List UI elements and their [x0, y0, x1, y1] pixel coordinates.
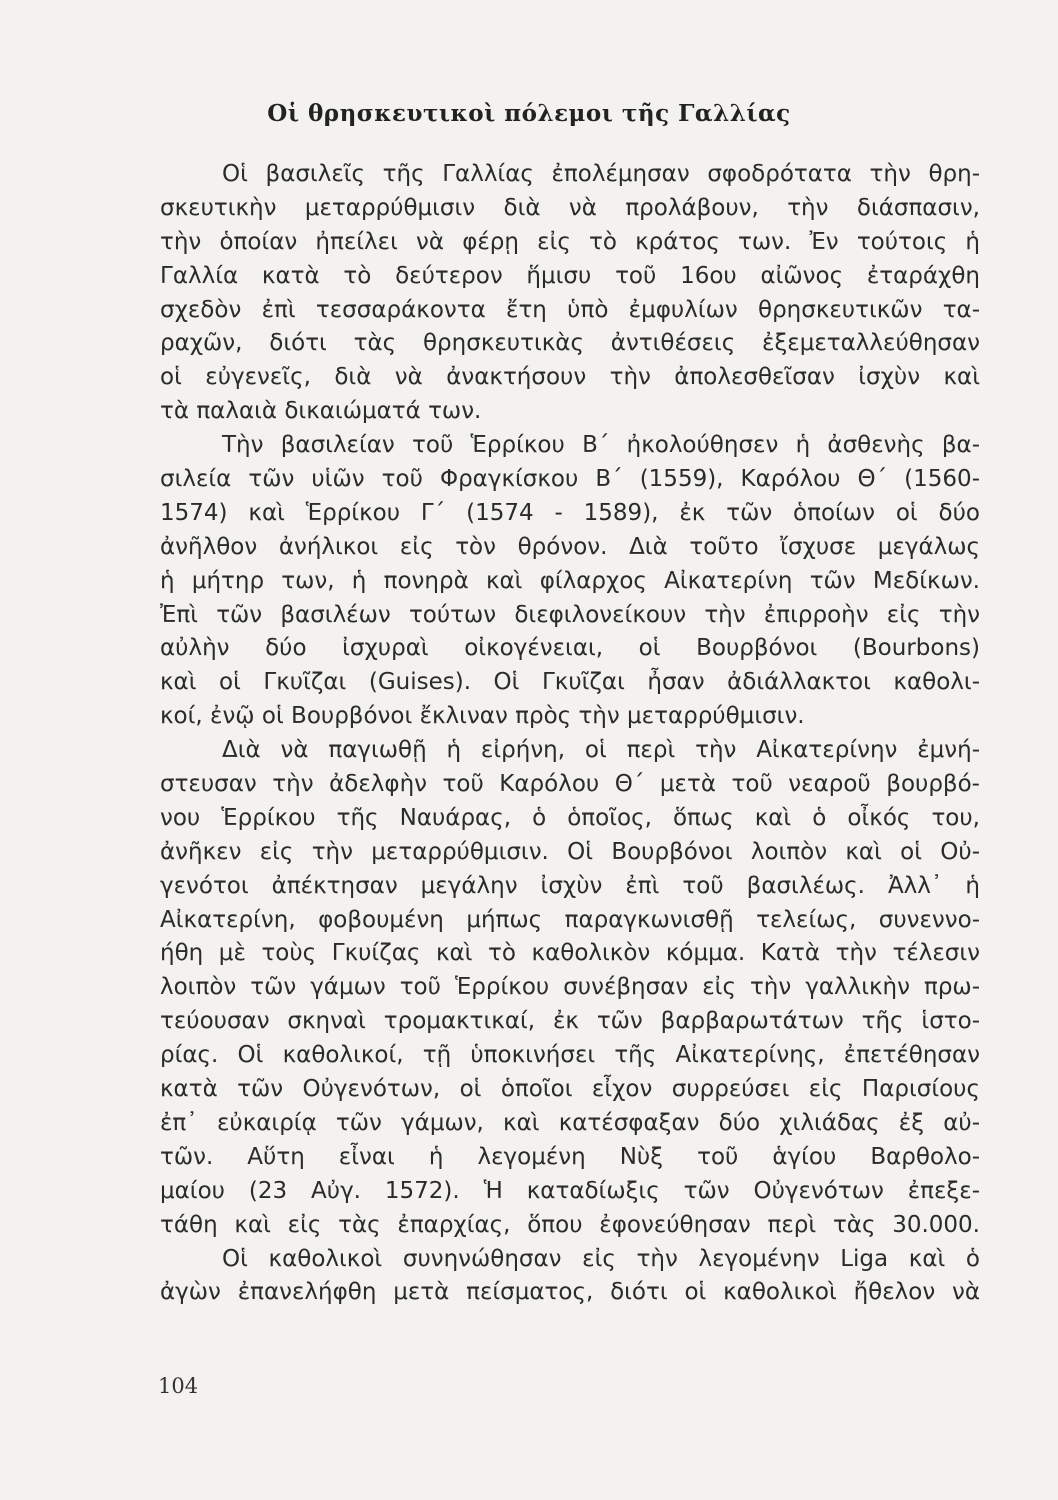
text-line: Αἰκατερίνη, φοβουμένη μήπως παραγκωνισθῇ τελείως, συνεννο- [160, 906, 980, 933]
text-line: μαίου (23 Αὐγ. 1572). Ἡ καταδίωξις τῶν Οὐγενότων ἐπεξε- [160, 1177, 980, 1204]
text-line: ἀνῆκεν εἰς τὴν μεταρρύθμισιν. Οἱ Βουρβόνοι λοιπὸν καὶ οἱ Οὐ- [160, 838, 980, 865]
text-line: οἱ εὐγενεῖς, διὰ νὰ ἀνακτήσουν τὴν ἀπολεσθεῖσαν ἰσχὺν καὶ [160, 364, 980, 391]
text-line: τὴν ὁποίαν ἠπείλει νὰ φέρῃ εἰς τὸ κράτος των. Ἐν τούτοις ἡ [160, 228, 980, 255]
text-line: ρίας. Οἱ καθολικοί, τῇ ὑποκινήσει τῆς Αἰκατερίνης, ἐπετέθησαν [160, 1042, 980, 1069]
text-line: στευσαν τὴν ἀδελφὴν τοῦ Καρόλου Θ΄ μετὰ τοῦ νεαροῦ βουρβό- [160, 771, 980, 798]
body-text [160, 158, 980, 1310]
text-line: ήθη μὲ τοὺς Γκυίζας καὶ τὸ καθολικὸν κόμμα. Κατὰ τὴν τέλεσιν [160, 940, 980, 967]
text-line: Οἱ βασιλεῖς τῆς Γαλλίας ἐπολέμησαν σφοδρότατα τὴν θρη- [222, 161, 980, 187]
text-line: νου Ἑρρίκου τῆς Ναυάρας, ὁ ὁποῖος, ὅπως καὶ ὁ οἶκός του, [160, 804, 980, 831]
text-line: ἀνῆλθον ἀνήλικοι εἰς τὸν θρόνον. Διὰ τοῦτο ἴσχυσε μεγάλως [160, 533, 980, 560]
text-line: καὶ οἱ Γκυῖζαι (Guises). Οἱ Γκυῖζαι ἦσαν ἀδιάλλακτοι καθολι- [160, 669, 980, 696]
text-line: τῶν. Αὕτη εἶναι ἡ λεγομένη Νὺξ τοῦ ἁγίου Βαρθολο- [160, 1143, 980, 1170]
text-line: σιλεία τῶν υἱῶν τοῦ Φραγκίσκου Β΄ (1559), Καρόλου Θ΄ (1560- [160, 466, 980, 493]
text-line: 1574) καὶ Ἑρρίκου Γ΄ (1574 - 1589), ἐκ τῶν ὁποίων οἱ δύο [160, 499, 980, 526]
text-line: αὐλὴν δύο ἰσχυραὶ οἰκογένειαι, οἱ Βουρβόνοι (Bourbons) [160, 635, 980, 662]
text-line: λοιπὸν τῶν γάμων τοῦ Ἑρρίκου συνέβησαν εἰς τὴν γαλλικὴν πρω- [160, 974, 980, 1001]
text-line: σκευτικὴν μεταρρύθμισιν διὰ νὰ προλάβουν, τὴν διάσπασιν, [160, 194, 980, 221]
page-title: Οἱ θρησκευτικοὶ πόλεμοι τῆς Γαλλίας [267, 100, 791, 127]
text-line: τάθη καὶ εἰς τὰς ἐπαρχίας, ὅπου ἐφονεύθησαν περὶ τὰς 30.000. [160, 1211, 980, 1238]
text-line: κατὰ τῶν Οὐγενότων, οἱ ὁποῖοι εἶχον συρρεύσει εἰς Παρισίους [160, 1076, 980, 1103]
text-line: Οἱ καθολικοὶ συνηνώθησαν εἰς τὴν λεγομένην Liga καὶ ὁ [222, 1245, 980, 1272]
text-line: τὰ παλαιὰ δικαιώματά των. [160, 398, 482, 425]
page-number: 104 [158, 1374, 199, 1398]
text-line: κοί, ἐνῷ οἱ Βουρβόνοι ἔκλιναν πρὸς τὴν μεταρρύθμισιν. [160, 703, 805, 730]
text-line: τεύουσαν σκηναὶ τρομακτικαί, ἐκ τῶν βαρβαρωτάτων τῆς ἱστο- [160, 1008, 980, 1035]
text-line: σχεδὸν ἐπὶ τεσσαράκοντα ἔτη ὑπὸ ἐμφυλίων θρησκευτικῶν τα- [160, 296, 980, 323]
text-line: Γαλλία κατὰ τὸ δεύτερον ἥμισυ τοῦ 16ου αἰῶνος ἐταράχθη [160, 262, 980, 289]
text-line: Τὴν βασιλείαν τοῦ Ἑρρίκου Β΄ ἠκολούθησεν ἡ ἀσθενὴς βα- [222, 432, 980, 459]
text-line: ἡ μήτηρ των, ἡ πονηρὰ καὶ φίλαρχος Αἰκατερίνη τῶν Μεδίκων. [160, 567, 980, 594]
text-line: Ἐπὶ τῶν βασιλέων τούτων διεφιλονείκουν τὴν ἐπιρροὴν εἰς τὴν [160, 601, 980, 628]
text-line: ἀγὼν ἐπανελήφθη μετὰ πείσματος, διότι οἱ καθολικοὶ ἤθελον νὰ [160, 1279, 980, 1306]
text-line: ἐπ᾽ εὐκαιρίᾳ τῶν γάμων, καὶ κατέσφαξαν δύο χιλιάδας ἐξ αὐ- [160, 1109, 980, 1136]
text-line: γενότοι ἀπέκτησαν μεγάλην ἰσχὺν ἐπὶ τοῦ βασιλέως. Ἀλλ᾽ ἡ [160, 872, 980, 899]
text-line: Διὰ νὰ παγιωθῇ ἡ εἰρήνη, οἱ περὶ τὴν Αἰκατερίνην ἐμνή- [222, 737, 980, 764]
text-line: ραχῶν, διότι τὰς θρησκευτικὰς ἀντιθέσεις ἐξεμεταλλεύθησαν [160, 330, 980, 357]
